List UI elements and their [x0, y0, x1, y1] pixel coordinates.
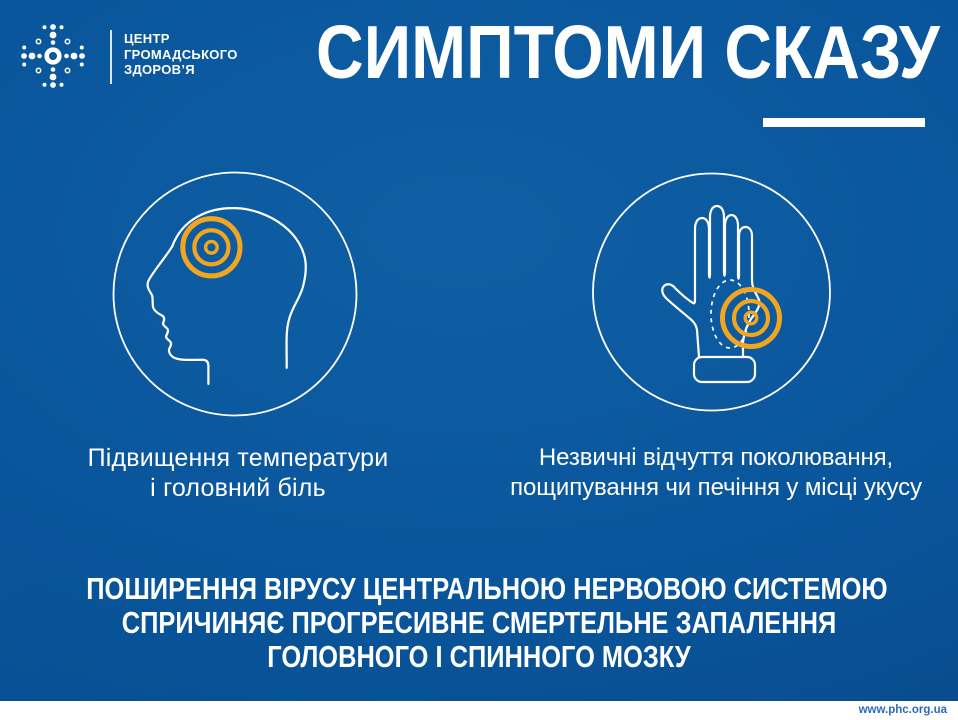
symptom-caption-fever — [12, 443, 464, 503]
head-profile-outline — [148, 208, 306, 384]
brand-name — [124, 31, 238, 78]
symptom-caption-tingling — [474, 443, 958, 503]
poster-title: СИМПТОМИ СКАЗУ — [316, 10, 940, 94]
statement-line: ПОШИРЕННЯ ВІРУСУ ЦЕНТРАЛЬНОЮ НЕРВОВОЮ СИСТЕМОЮ — [86, 571, 888, 606]
logo-divider — [110, 30, 112, 84]
virus-spread-statement — [86, 571, 888, 674]
website-url: www.phc.org.ua — [858, 703, 947, 716]
caption-line: Незвичні відчуття поколювання, — [538, 444, 894, 471]
brand-name-line1: ЦЕНТР — [124, 31, 170, 46]
title-underline-dash — [763, 118, 925, 127]
phc-logo-icon — [17, 20, 89, 92]
brand-name-line2: ГРОМАДСЬКОГО — [124, 46, 238, 62]
hand-outline — [662, 206, 759, 382]
hand-with-target-icon — [591, 172, 833, 414]
caption-line: пощипування чи печіння у місці укусу — [510, 474, 922, 501]
head-profile-with-target-icon — [112, 171, 358, 417]
caption-line: і головний біль — [150, 474, 326, 502]
statement-line: СПРИЧИНЯЄ ПРОГРЕСИВНЕ СМЕРТЕЛЬНЕ ЗАПАЛЕННЯ — [121, 605, 837, 640]
footer-strip — [0, 701, 958, 720]
statement-line: ГОЛОВНОГО І СПИННОГО МОЗКУ — [267, 639, 691, 674]
brand-name-line3: ЗДОРОВ’Я — [124, 62, 195, 77]
caption-line: Підвищення температури — [87, 444, 389, 472]
pain-target-icon — [183, 219, 240, 276]
